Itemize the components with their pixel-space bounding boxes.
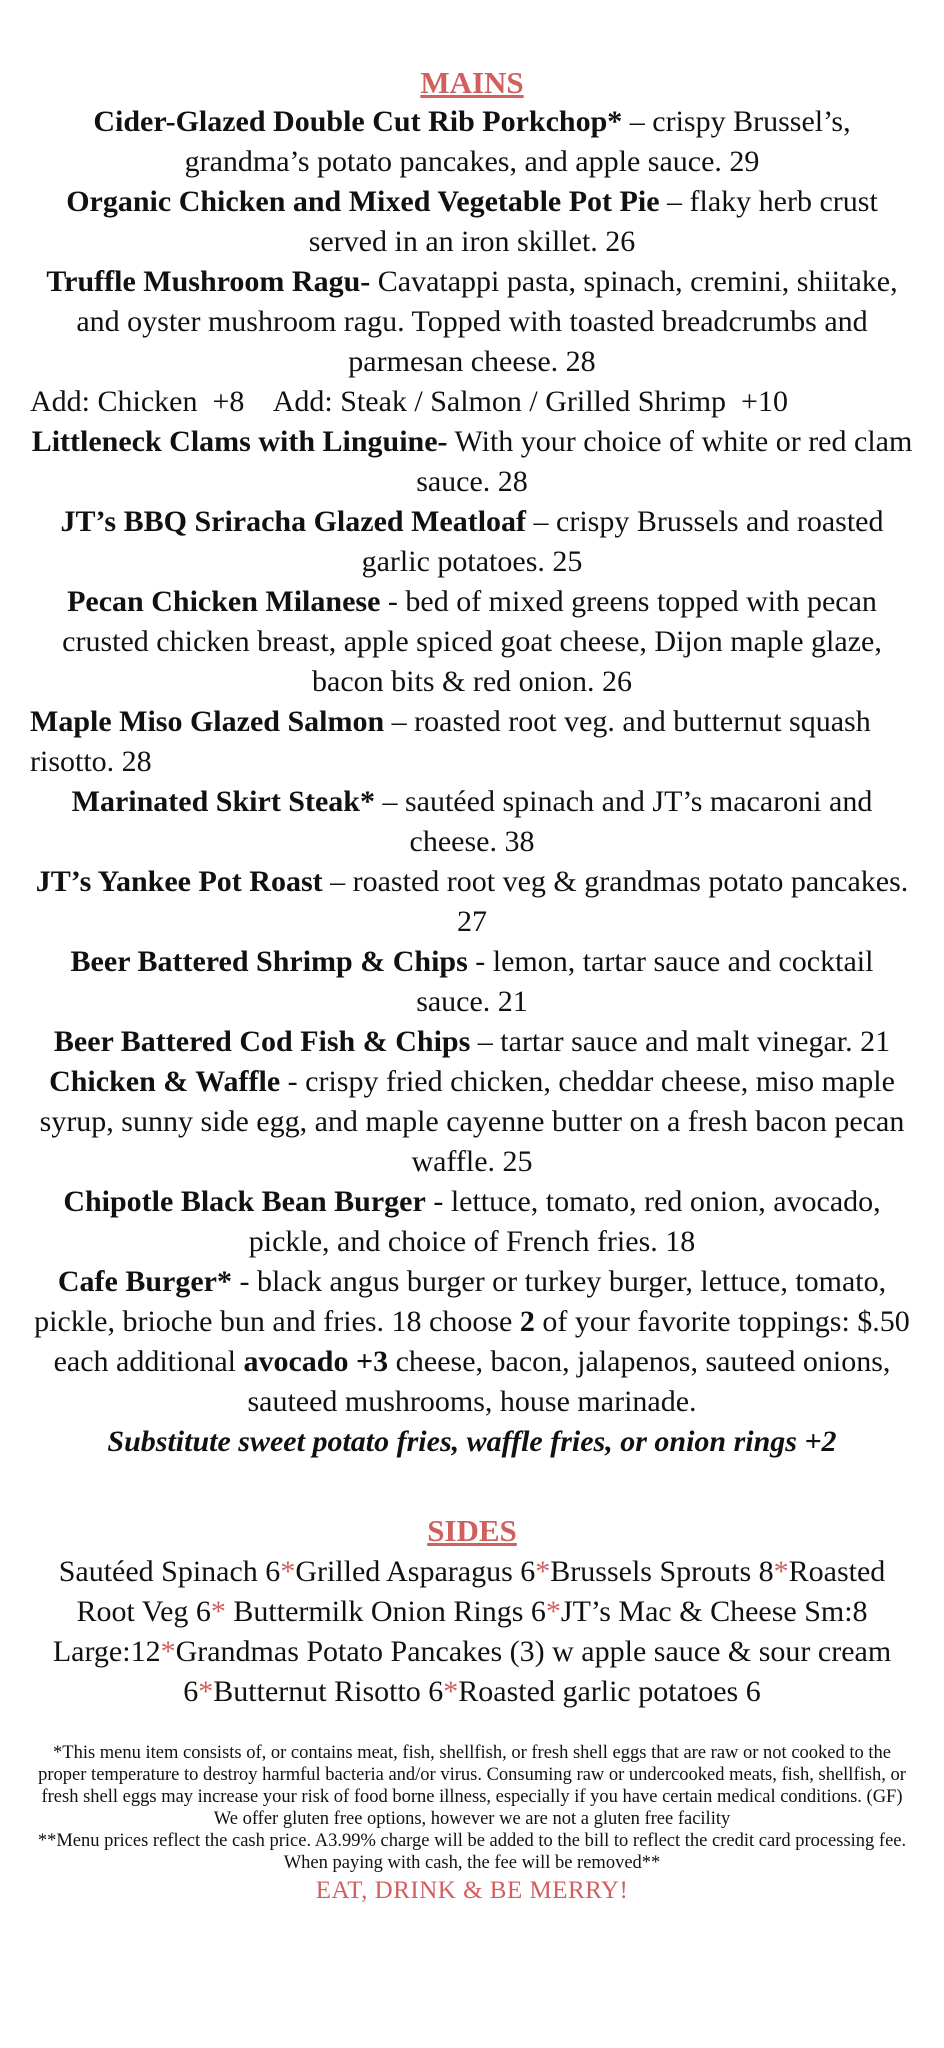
side-item: Roasted garlic potatoes 6 <box>458 1675 761 1708</box>
menu-item-clams-linguine <box>30 422 914 502</box>
side-separator: * <box>535 1555 551 1588</box>
item-description: – sautéed spinach and JT’s macaroni and cheese. 38 <box>374 785 873 858</box>
item-name: JT’s Yankee Pot Roast <box>35 865 323 898</box>
item-name: Cafe Burger* <box>57 1265 232 1298</box>
side-item: JT’s Mac & Cheese Sm:8 Large:12 <box>52 1595 868 1668</box>
ragu-addon-options: Add: Chicken +8 Add: Steak / Salmon / Grilled Shrimp +10 <box>30 385 788 418</box>
side-item: Butternut Risotto 6 <box>213 1675 444 1708</box>
item-description: - bed of mixed greens topped with pecan crusted chicken breast, apple spiced goat cheese, Dijon maple glaze, bacon bits & red onion. 26 <box>62 585 882 698</box>
menu-item-miso-salmon <box>30 702 914 782</box>
topping-count: 2 <box>519 1305 535 1338</box>
side-separator: * <box>198 1675 214 1708</box>
item-name: Chipotle Black Bean Burger <box>63 1185 426 1218</box>
item-description: - lemon, tartar sauce and cocktail sauce. 21 <box>416 945 874 1018</box>
avocado-addon: avocado +3 <box>243 1345 389 1378</box>
menu-item-pot-pie <box>30 182 914 262</box>
menu-item-black-bean-burger <box>30 1182 914 1262</box>
side-separator: * <box>773 1555 789 1588</box>
item-name: Littleneck Clams with Linguine- <box>31 425 448 458</box>
menu-item-mushroom-ragu <box>30 262 914 382</box>
side-separator: * <box>160 1635 176 1668</box>
item-description: cheese, bacon, jalapenos, sauteed onions, sauteed mushrooms, house marinade. <box>247 1345 891 1418</box>
menu-item-meatloaf <box>30 502 914 582</box>
side-separator: * <box>210 1595 226 1628</box>
side-item: Roasted Root Veg 6 <box>76 1555 886 1628</box>
side-item: Sautéed Spinach 6 <box>58 1555 281 1588</box>
item-name: Pecan Chicken Milanese <box>67 585 381 618</box>
side-item: Buttermilk Onion Rings 6 <box>225 1595 546 1628</box>
sides-list <box>30 1552 914 1712</box>
item-name: Cider-Glazed Double Cut Rib Porkchop* <box>93 105 623 138</box>
item-name: Marinated Skirt Steak* <box>71 785 375 818</box>
cash-price-note: **Menu prices reflect the cash price. A3.99% charge will be added to the bill to reflect the credit card processing fee. When paying with cash, the fee will be removed** <box>37 1831 907 1873</box>
item-description: of your favorite toppings: $.50 each additional <box>53 1305 910 1378</box>
menu-item-chicken-milanese <box>30 582 914 702</box>
sides-heading: SIDES <box>427 1513 517 1548</box>
item-description: – tartar sauce and malt vinegar. 21 <box>470 1025 891 1058</box>
mains-heading: MAINS <box>420 65 524 100</box>
menu-item-skirt-steak <box>30 782 914 862</box>
menu-item-chicken-waffle <box>30 1062 914 1182</box>
fries-substitute-note: Substitute sweet potato fries, waffle fries, or onion rings +2 <box>107 1425 837 1458</box>
item-name: Beer Battered Shrimp & Chips <box>70 945 468 978</box>
closing-tagline: EAT, DRINK & BE MERRY! <box>315 1877 629 1904</box>
side-separator: * <box>443 1675 459 1708</box>
item-description: – roasted root veg & grandmas potato pancakes. 27 <box>322 865 909 938</box>
item-description: – flaky herb crust served in an iron skillet. 26 <box>308 185 878 258</box>
item-name: Chicken & Waffle <box>49 1065 281 1098</box>
item-name: Maple Miso Glazed Salmon <box>30 705 385 738</box>
menu-item-shrimp-chips <box>30 942 914 1022</box>
item-name: Organic Chicken and Mixed Vegetable Pot Pie <box>66 185 660 218</box>
side-item: Grandmas Potato Pancakes (3) w apple sauce & sour cream 6 <box>175 1635 892 1708</box>
mains-list <box>30 102 914 1462</box>
item-description: - black angus burger or turkey burger, lettuce, tomato, pickle, brioche bun and fries. 18 choose <box>34 1265 887 1338</box>
footer-notes <box>30 1742 914 1874</box>
menu-item-porkchop <box>30 102 914 182</box>
menu-item-cod-chips <box>30 1022 914 1062</box>
item-description: - crispy fried chicken, cheddar cheese, miso maple syrup, sunny side egg, and maple cayenne butter on a fresh bacon pecan waffle. 25 <box>39 1065 905 1178</box>
item-description: - lettuce, tomato, red onion, avocado, pickle, and choice of French fries. 18 <box>248 1185 881 1258</box>
item-description: With your choice of white or red clam sauce. 28 <box>416 425 913 498</box>
item-name: JT’s BBQ Sriracha Glazed Meatloaf <box>60 505 527 538</box>
side-item: Brussels Sprouts 8 <box>550 1555 774 1588</box>
side-separator: * <box>280 1555 296 1588</box>
menu-item-cafe-burger <box>30 1262 914 1422</box>
menu-item-pot-roast <box>30 862 914 942</box>
side-separator: * <box>545 1595 561 1628</box>
allergen-disclaimer: *This menu item consists of, or contains meat, fish, shellfish, or fresh shell eggs that are raw or not cooked to the proper temperature to destroy harmful bacteria and/or virus. Consuming raw or undercooked meats, fish, shellfish, or fresh shell eggs may increase your risk of food borne illness, especially if you have certain medical conditions. (GF) We offer gluten free options, however we are not a gluten free facility <box>38 1743 906 1829</box>
item-name: Truffle Mushroom Ragu- <box>46 265 371 298</box>
item-description: – crispy Brussels and roasted garlic potatoes. 25 <box>361 505 884 578</box>
item-description: – roasted root veg. and butternut squash risotto. 28 <box>30 705 871 778</box>
item-description: – crispy Brussel’s, grandma’s potato pancakes, and apple sauce. 29 <box>184 105 851 178</box>
item-name: Beer Battered Cod Fish & Chips <box>53 1025 471 1058</box>
item-description: Cavatappi pasta, spinach, cremini, shiitake, and oyster mushroom ragu. Topped with toasted breadcrumbs and parmesan cheese. 28 <box>76 265 898 378</box>
side-item: Grilled Asparagus 6 <box>295 1555 536 1588</box>
